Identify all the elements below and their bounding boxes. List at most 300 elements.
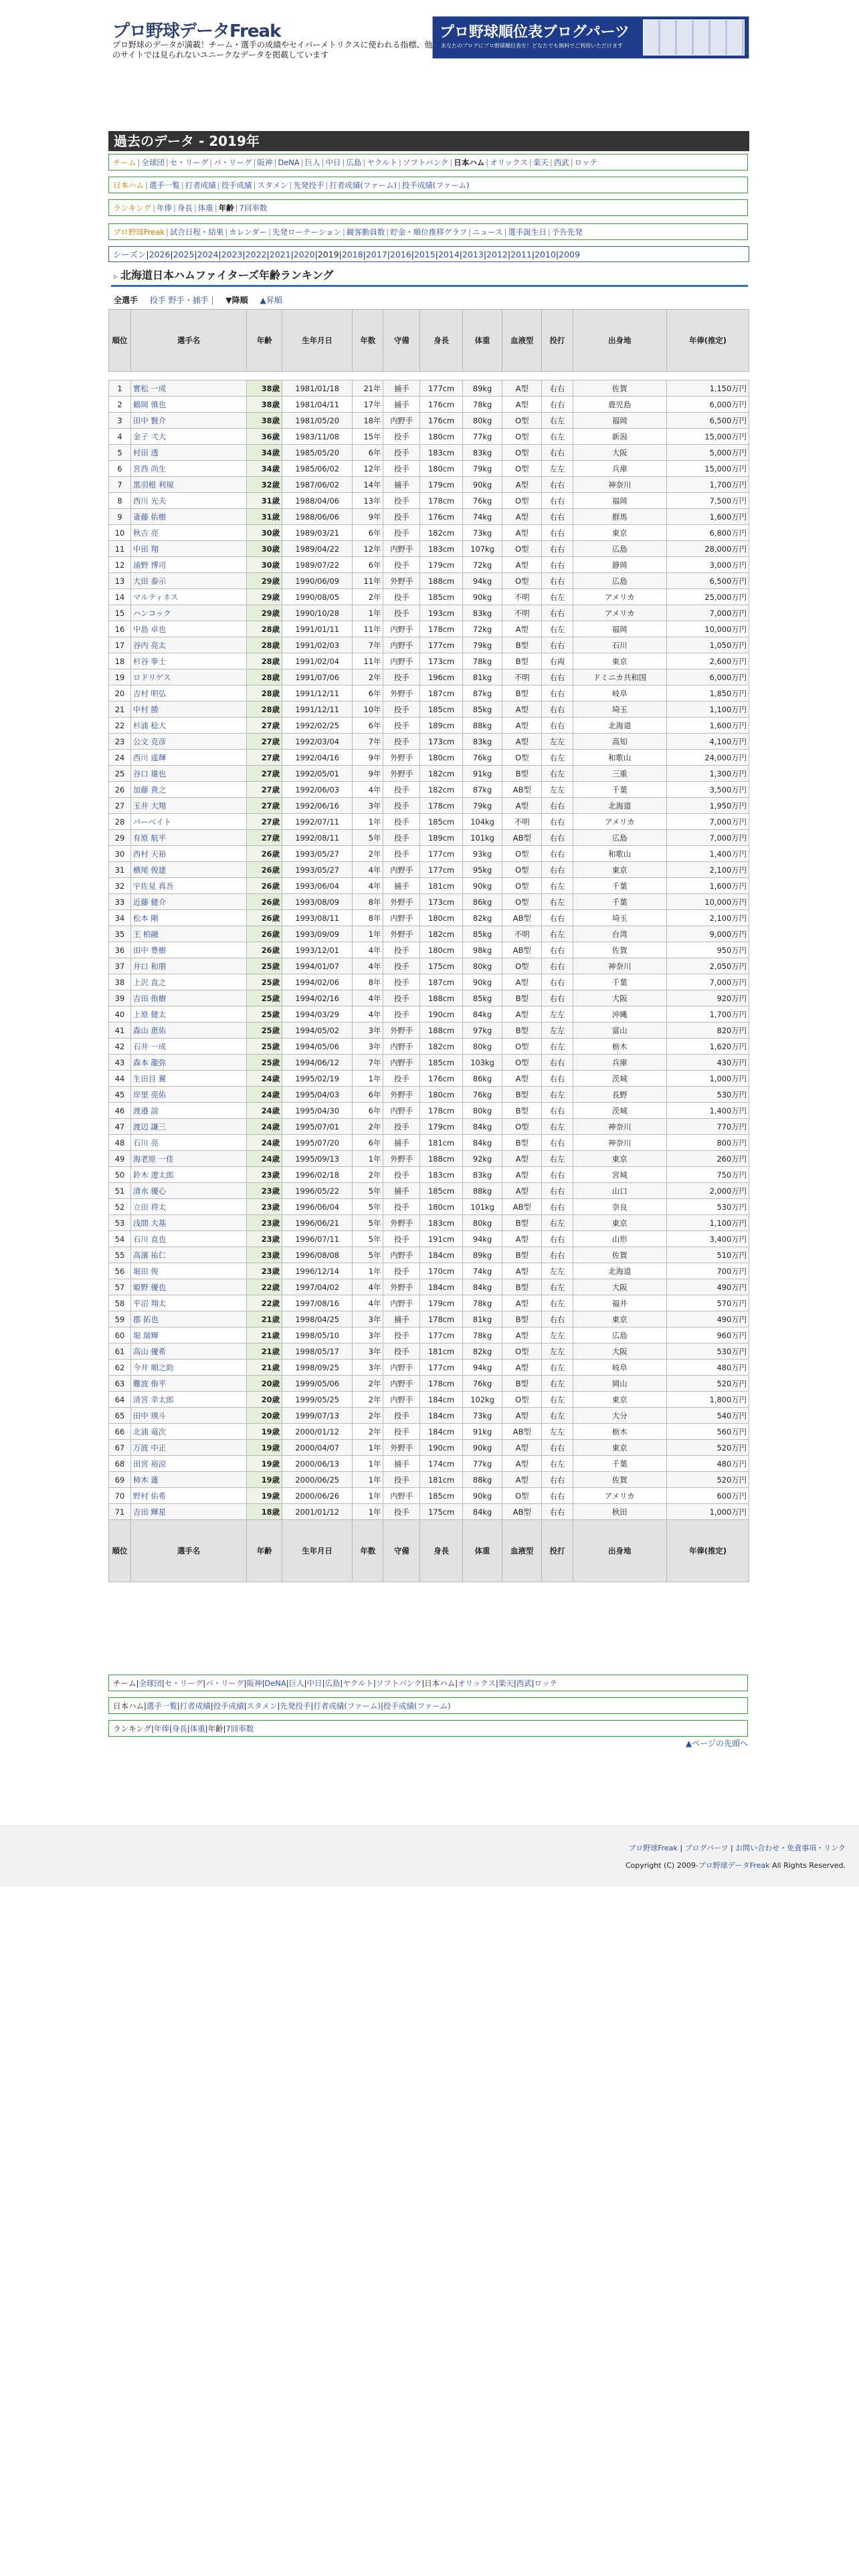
position-cell: 投手	[383, 1263, 420, 1279]
birthplace-cell: 千葉	[573, 1456, 666, 1472]
nav-separator: |	[310, 1701, 314, 1711]
filter-pitcher-link[interactable]: 投手	[149, 296, 166, 305]
throw-bat-cell: 左左	[542, 1023, 573, 1039]
nav-label: プロ野球Freak	[113, 227, 165, 237]
age-cell: 34歳	[247, 445, 282, 461]
weight-cell: 101kg	[462, 1199, 502, 1215]
nav-item[interactable]: 2024	[197, 249, 219, 259]
nav-item[interactable]: 投手成績	[213, 1701, 244, 1711]
rank-cell: 44	[109, 1071, 131, 1087]
nav-item[interactable]: 2021	[269, 249, 291, 259]
player-name-link[interactable]: 平沼 翔太	[132, 1298, 167, 1308]
age-cell: 27歳	[247, 782, 282, 798]
nav-item[interactable]: 2011	[510, 249, 532, 259]
player-name-link[interactable]: 堀田 俊	[132, 1266, 159, 1276]
player-name-link[interactable]: 井口 和朋	[132, 961, 167, 971]
player-name-link[interactable]: 村田 透	[132, 447, 159, 457]
column-header: 選手名	[130, 310, 246, 372]
player-name-link[interactable]: 斎藤 佑樹	[132, 512, 167, 522]
player-name-link[interactable]: 石川 亮	[132, 1138, 159, 1148]
nav-item[interactable]: 打者成績	[185, 181, 216, 190]
weight-cell: 74kg	[462, 509, 502, 525]
blood-type-cell: O型	[502, 1039, 542, 1055]
nav-item[interactable]: ロッテ	[574, 158, 597, 167]
player-name-link[interactable]: 立田 将太	[132, 1202, 167, 1212]
nav-item[interactable]: 年俸	[157, 203, 173, 213]
nav-item[interactable]: 予告先発	[551, 227, 583, 237]
nav-item[interactable]: 選手一覧	[149, 181, 180, 190]
player-name-link[interactable]: 中島 卓也	[132, 624, 167, 634]
nav-item[interactable]: 打者成績(ファーム)	[329, 181, 397, 190]
position-cell: 外野手	[383, 1279, 420, 1295]
birthdate-cell: 1990/10/28	[282, 605, 352, 621]
birthdate-cell: 1995/02/19	[282, 1071, 352, 1087]
nav-item[interactable]: 投手成績(ファーム)	[401, 181, 470, 190]
throw-bat-cell: 右右	[542, 958, 573, 974]
blog-parts-banner[interactable]	[432, 16, 749, 59]
player-name-link[interactable]: ハンコック	[132, 608, 171, 618]
player-name-link[interactable]: 野村 佑希	[132, 1491, 167, 1501]
table-row	[109, 1472, 749, 1488]
player-name-link[interactable]: 西村 天裕	[132, 849, 167, 859]
table-row	[109, 1327, 749, 1344]
birthplace-cell: 福岡	[573, 621, 666, 637]
nav-item[interactable]: 阪神	[246, 1679, 262, 1688]
nav-separator: |	[137, 158, 140, 167]
position-cell: 投手	[383, 990, 420, 1006]
nav-separator: |	[165, 158, 169, 167]
blood-type-cell: O型	[502, 1344, 542, 1360]
player-name-link[interactable]: 上沢 直之	[132, 977, 167, 987]
age-cell: 21歳	[247, 1344, 282, 1360]
age-cell: 18歳	[247, 1504, 282, 1520]
nav-item[interactable]: ソフトバンク	[402, 158, 449, 167]
nav-item[interactable]: オリックス	[490, 158, 529, 167]
player-name-link[interactable]: 万波 中正	[132, 1442, 167, 1453]
height-cell: 180cm	[420, 942, 463, 958]
throw-bat-cell: 右左	[542, 766, 573, 782]
nav-item[interactable]: 2015	[413, 249, 436, 259]
height-cell: 189cm	[420, 718, 463, 734]
player-name-link[interactable]: 姫野 優也	[132, 1282, 167, 1292]
birthplace-cell: 沖縄	[573, 1006, 666, 1023]
sort-asc-link[interactable]: ▲昇順	[260, 296, 282, 305]
table-row	[109, 734, 749, 750]
player-name-link[interactable]: 宮西 尚生	[132, 463, 167, 473]
nav-item[interactable]: 2017	[365, 249, 387, 259]
player-name-link[interactable]: 王 柏融	[132, 929, 159, 939]
birthdate-cell: 1983/11/08	[282, 429, 352, 445]
player-name-link[interactable]: 鈴木 遼太郎	[132, 1170, 174, 1180]
site-nav	[108, 223, 748, 240]
nav-item[interactable]: 投手成績	[221, 181, 252, 190]
salary-cell: 700万円	[666, 1263, 749, 1279]
player-name-link[interactable]: 玉井 大翔	[132, 800, 167, 811]
birthdate-cell: 1996/05/22	[282, 1183, 352, 1199]
weight-cell: 90kg	[462, 974, 502, 990]
nav-separator: |	[214, 203, 217, 213]
nav-item[interactable]: 投手成績(ファーム)	[383, 1701, 451, 1711]
nav-separator: |	[325, 181, 328, 190]
weight-cell: 97kg	[462, 1023, 502, 1039]
player-name-link[interactable]: 中村 勝	[132, 704, 159, 714]
player-name-link[interactable]: 加藤 貴之	[132, 784, 167, 794]
player-name-link[interactable]: 高山 優希	[132, 1346, 167, 1356]
nav-item[interactable]: 2013	[462, 249, 484, 259]
birthplace-cell: アメリカ	[573, 589, 666, 605]
column-header: 出身地	[573, 1520, 666, 1582]
nav-item[interactable]: 打者成績(ファーム)	[313, 1701, 381, 1711]
salary-cell: 7,000万円	[666, 830, 749, 846]
birthplace-cell: 奈良	[573, 1199, 666, 1215]
nav-item[interactable]: 選手一覧	[146, 1701, 177, 1711]
birthplace-cell: 大阪	[573, 990, 666, 1006]
back-to-top-link[interactable]: ▲ページの先頭へ	[686, 1739, 748, 1748]
birthplace-cell: 神奈川	[573, 477, 666, 493]
years-cell: 1年	[353, 1071, 383, 1087]
player-name-cell	[130, 894, 246, 910]
nav-item[interactable]: 先発投手	[280, 1701, 311, 1711]
blood-type-cell: O型	[502, 1055, 542, 1071]
birthplace-cell: 兵庫	[573, 461, 666, 477]
throw-bat-cell: 右左	[542, 1360, 573, 1376]
salary-cell: 3,400万円	[666, 1231, 749, 1247]
nav-item[interactable]: 広島	[324, 1679, 341, 1688]
player-name-cell	[130, 766, 246, 782]
nav-item[interactable]: 体重	[189, 1724, 205, 1733]
nav-item[interactable]: 中日	[306, 1679, 322, 1688]
nav-item[interactable]: ニュース	[472, 227, 503, 237]
throw-bat-cell: 左左	[542, 1327, 573, 1344]
position-cell: 内野手	[383, 621, 420, 637]
table-row	[109, 1119, 749, 1135]
table-row	[109, 557, 749, 573]
nav-item[interactable]: 2022	[245, 249, 267, 259]
player-name-link[interactable]: 高濱 祐仁	[132, 1250, 167, 1260]
position-cell: 内野手	[383, 1055, 420, 1071]
rank-cell: 19	[109, 669, 131, 685]
birthplace-cell: 福岡	[573, 413, 666, 429]
nav-item[interactable]: 観客動員数	[346, 227, 385, 237]
blood-type-cell: A型	[502, 1440, 542, 1456]
player-name-link[interactable]: 浦野 博司	[132, 560, 167, 570]
nav-item[interactable]: 全球団	[138, 1679, 162, 1688]
nav-item[interactable]: 巨人	[304, 158, 320, 167]
player-name-link[interactable]: 杉浦 稔大	[132, 720, 167, 730]
birthdate-cell: 1981/04/11	[282, 397, 352, 413]
nav-item[interactable]: 広島	[346, 158, 362, 167]
rank-cell: 41	[109, 1023, 131, 1039]
nav-item[interactable]: 身長	[171, 1724, 187, 1733]
age-cell: 27歳	[247, 766, 282, 782]
nav-item[interactable]: 中日	[325, 158, 341, 167]
nav-item[interactable]: 年俸	[154, 1724, 170, 1733]
nav-item[interactable]: ヤクルト	[343, 1679, 373, 1688]
player-name-link[interactable]: 金子 弌大	[132, 431, 167, 441]
birthdate-cell: 1993/06/04	[282, 878, 352, 894]
nav-item[interactable]: パ・リーグ	[213, 158, 252, 167]
throw-bat-cell: 右右	[542, 1488, 573, 1504]
nav-item[interactable]: ロッテ	[534, 1679, 557, 1688]
player-name-link[interactable]: 杉谷 拳士	[132, 656, 167, 666]
player-name-link[interactable]: 大田 泰示	[132, 576, 167, 586]
nav-item[interactable]: 貯金・順位推移グラフ	[390, 227, 468, 237]
player-name-link[interactable]: 實松 一成	[132, 383, 167, 393]
weight-cell: 80kg	[462, 1215, 502, 1231]
rank-cell: 4	[109, 429, 131, 445]
player-name-link[interactable]: 吉田 輝星	[132, 1507, 167, 1517]
weight-cell: 92kg	[462, 1151, 502, 1167]
height-cell: 178cm	[420, 1311, 463, 1327]
position-cell: 捕手	[383, 1311, 420, 1327]
age-cell: 23歳	[247, 1231, 282, 1247]
nav-item[interactable]: 体重	[197, 203, 213, 213]
height-cell: 177cm	[420, 637, 463, 653]
player-name-link[interactable]: 谷内 亮太	[132, 640, 167, 650]
player-name-cell	[130, 1456, 246, 1472]
birthplace-cell: 千葉	[573, 782, 666, 798]
player-name-link[interactable]: 難波 侑平	[132, 1378, 167, 1388]
nav-item[interactable]: 2014	[438, 249, 460, 259]
nav-item[interactable]: 選手誕生日	[508, 227, 547, 237]
birthdate-cell: 1997/08/16	[282, 1295, 352, 1311]
salary-cell: 7,500万円	[666, 493, 749, 509]
birthdate-cell: 2001/01/12	[282, 1504, 352, 1520]
rank-cell: 27	[109, 798, 131, 814]
years-cell: 2年	[353, 1408, 383, 1424]
player-name-link[interactable]: 谷口 雄也	[132, 768, 167, 778]
weight-cell: 84kg	[462, 1279, 502, 1295]
blood-type-cell: A型	[502, 1472, 542, 1488]
blood-type-cell: B型	[502, 1087, 542, 1103]
footer-link-contact[interactable]: お問い合わせ・免責事項・リンク	[735, 1844, 846, 1852]
height-cell: 191cm	[420, 1231, 463, 1247]
player-name-link[interactable]: 西川 光夫	[132, 496, 167, 506]
table-row	[109, 605, 749, 621]
birthdate-cell: 1990/06/09	[282, 573, 352, 589]
player-name-link[interactable]: 田中 豊樹	[132, 945, 167, 955]
birthplace-cell: 岡山	[573, 1376, 666, 1392]
nav-item[interactable]: 2026	[149, 249, 171, 259]
age-cell: 27歳	[247, 734, 282, 750]
player-name-link[interactable]: 上原 健太	[132, 1009, 167, 1019]
nav-item[interactable]: オリックス	[458, 1679, 496, 1688]
column-header: 血液型	[502, 310, 542, 372]
throw-bat-cell: 右左	[542, 878, 573, 894]
nav-item[interactable]: 2023	[221, 249, 243, 259]
player-name-link[interactable]: 公文 克彦	[132, 736, 167, 746]
nav-item[interactable]: DeNA	[264, 1679, 286, 1688]
years-cell: 11年	[353, 621, 383, 637]
birthplace-cell: 台湾	[573, 926, 666, 942]
player-name-link[interactable]: 柿木 蓮	[132, 1475, 159, 1485]
player-name-link[interactable]: 吉村 明弘	[132, 688, 167, 698]
player-name-link[interactable]: 渡辺 謙三	[132, 1121, 167, 1132]
nav-item[interactable]: 阪神	[257, 158, 273, 167]
position-cell: 捕手	[383, 878, 420, 894]
nav-item[interactable]: 2010	[535, 249, 556, 259]
player-name-link[interactable]: 今井 順之助	[132, 1362, 174, 1372]
site-logo[interactable]: プロ野球データFreak	[112, 21, 281, 41]
player-name-link[interactable]: 西川 遥輝	[132, 752, 167, 762]
table-row	[109, 1023, 749, 1039]
copyright-link[interactable]: プロ野球データFreak	[698, 1861, 770, 1870]
throw-bat-cell: 右左	[542, 750, 573, 766]
nav-item[interactable]: 2018	[341, 249, 363, 259]
player-name-link[interactable]: ロドリゲス	[132, 672, 171, 682]
player-name-link[interactable]: 北浦 竜次	[132, 1426, 167, 1436]
throw-bat-cell: 右右	[542, 974, 573, 990]
age-cell: 27歳	[247, 814, 282, 830]
player-name-cell	[130, 621, 246, 637]
player-name-link[interactable]: 吉田 侑樹	[132, 993, 167, 1003]
height-cell: 178cm	[420, 493, 463, 509]
player-name-link[interactable]: 黒羽根 利規	[132, 479, 174, 490]
height-cell: 179cm	[420, 477, 463, 493]
nav-item[interactable]: 西武	[553, 158, 569, 167]
years-cell: 3年	[353, 798, 383, 814]
nav-item[interactable]: 2012	[486, 249, 508, 259]
player-name-link[interactable]: 森山 恵佑	[132, 1025, 167, 1035]
team-sub-nav	[108, 177, 748, 193]
nav-item[interactable]: 楽天	[533, 158, 549, 167]
player-name-link[interactable]: 秋吉 亮	[132, 528, 159, 538]
nav-separator: |	[242, 249, 246, 259]
years-cell: 1年	[353, 1456, 383, 1472]
nav-item[interactable]: 2016	[389, 249, 411, 259]
salary-cell: 750万円	[666, 1167, 749, 1183]
player-name-link[interactable]: 渡邉 諒	[132, 1105, 159, 1115]
birthplace-cell: 埼玉	[573, 910, 666, 926]
height-cell: 185cm	[420, 1183, 463, 1199]
nav-item[interactable]: 楽天	[498, 1679, 514, 1688]
player-name-link[interactable]: 有原 航平	[132, 833, 167, 843]
salary-cell: 10,000万円	[666, 894, 749, 910]
blood-type-cell: O型	[502, 862, 542, 878]
table-row	[109, 669, 749, 685]
nav-item[interactable]: 7回率数	[239, 203, 268, 213]
years-cell: 8年	[353, 910, 383, 926]
throw-bat-cell: 右右	[542, 1055, 573, 1071]
player-name-link[interactable]: 森本 龍弥	[132, 1057, 167, 1067]
player-name-link[interactable]: 岸里 亮佑	[132, 1089, 167, 1099]
age-cell: 30歳	[247, 525, 282, 541]
player-name-link[interactable]: 田宮 裕涼	[132, 1459, 167, 1469]
table-row	[109, 573, 749, 589]
nav-item[interactable]: 打者成績	[179, 1701, 211, 1711]
player-name-link[interactable]: 宇佐見 真吾	[132, 881, 174, 891]
nav-item[interactable]: カレンダー	[229, 227, 268, 237]
nav-item[interactable]: 2009	[559, 249, 580, 259]
rank-cell: 32	[109, 878, 131, 894]
nav-item[interactable]: 全球団	[141, 158, 165, 167]
nav-item[interactable]: 7回率数	[225, 1724, 254, 1733]
birthplace-cell: 高知	[573, 734, 666, 750]
player-name-link[interactable]: 堀 瑞輝	[132, 1330, 159, 1340]
nav-item[interactable]: 身長	[177, 203, 193, 213]
nav-item[interactable]: 先発ローテーション	[272, 227, 341, 237]
nav-item[interactable]: 試合日程・結果	[169, 227, 224, 237]
years-cell: 12年	[353, 541, 383, 557]
years-cell: 6年	[353, 718, 383, 734]
nav-item[interactable]: スタメン	[257, 181, 288, 190]
height-cell: 177cm	[420, 1327, 463, 1344]
nav-separator: |	[193, 203, 197, 213]
position-cell: 内野手	[383, 1247, 420, 1263]
player-name-link[interactable]: 石川 直也	[132, 1234, 167, 1244]
nav-item[interactable]: パ・リーグ	[205, 1679, 244, 1688]
nav-item[interactable]: 2025	[173, 249, 195, 259]
height-cell: 180cm	[420, 910, 463, 926]
throw-bat-cell: 右左	[542, 1119, 573, 1135]
nav-item[interactable]: セ・リーグ	[169, 158, 209, 167]
nav-item[interactable]: 西武	[516, 1679, 532, 1688]
position-cell: 外野手	[383, 750, 420, 766]
player-name-cell	[130, 637, 246, 653]
player-name-link[interactable]: 石井 一成	[132, 1041, 167, 1051]
birthdate-cell: 1992/03/04	[282, 734, 352, 750]
player-name-cell	[130, 1055, 246, 1071]
nav-separator: |	[166, 227, 169, 237]
nav-item[interactable]: 巨人	[288, 1679, 304, 1688]
player-name-link[interactable]: 松本 剛	[132, 913, 159, 923]
nav-separator: |	[170, 249, 173, 259]
footer-link-home[interactable]: プロ野球Freak	[628, 1844, 678, 1852]
player-name-cell	[130, 1039, 246, 1055]
weight-cell: 95kg	[462, 862, 502, 878]
rank-cell: 65	[109, 1408, 131, 1424]
player-name-link[interactable]: 田中 瑛斗	[132, 1410, 167, 1420]
nav-item[interactable]: DeNA	[278, 158, 300, 167]
player-name-link[interactable]: 鶴岡 慎也	[132, 399, 167, 409]
player-name-link[interactable]: 横尾 俊建	[132, 865, 167, 875]
player-name-link[interactable]: 浅間 大基	[132, 1218, 167, 1228]
player-name-link[interactable]: 海老原 一佳	[132, 1154, 174, 1164]
nav-item[interactable]: 先発投手	[293, 181, 324, 190]
throw-bat-cell: 右右	[542, 477, 573, 493]
player-name-cell	[130, 669, 246, 685]
birthdate-cell: 1991/02/04	[282, 653, 352, 669]
position-cell: 投手	[383, 1408, 420, 1424]
player-name-link[interactable]: マルティネス	[132, 592, 179, 602]
player-name-link[interactable]: 郡 拓也	[132, 1314, 159, 1324]
nav-item[interactable]: スタメン	[246, 1701, 278, 1711]
nav-separator: |	[262, 1679, 265, 1688]
height-cell: 183cm	[420, 541, 463, 557]
footer-link-blogparts[interactable]: ブログパーツ	[684, 1844, 729, 1852]
nav-item[interactable]: ヤクルト	[367, 158, 397, 167]
nav-item: 年齢	[218, 203, 234, 213]
table-row	[109, 1231, 749, 1247]
player-name-link[interactable]: 田中 賢介	[132, 415, 167, 425]
throw-bat-cell: 右右	[542, 1231, 573, 1247]
player-name-link[interactable]: 近藤 健介	[132, 897, 167, 907]
player-name-link[interactable]: 中田 翔	[132, 544, 159, 554]
player-name-link[interactable]: 生田目 翼	[132, 1073, 167, 1083]
nav-item[interactable]: セ・リーグ	[164, 1679, 203, 1688]
years-cell: 4年	[353, 1279, 383, 1295]
player-name-link[interactable]: バーベイト	[132, 817, 171, 827]
column-header: 順位	[109, 310, 131, 372]
filter-fielder-link[interactable]: 野手・捕手	[168, 296, 209, 305]
nav-item[interactable]: ソフトバンク	[375, 1679, 422, 1688]
player-name-link[interactable]: 清水 優心	[132, 1186, 167, 1196]
blood-type-cell: B型	[502, 1376, 542, 1392]
nav-item[interactable]: 2020	[293, 249, 315, 259]
years-cell: 6年	[353, 685, 383, 702]
player-name-link[interactable]: 清宮 幸太郎	[132, 1394, 174, 1404]
nav-separator: |	[450, 158, 453, 167]
